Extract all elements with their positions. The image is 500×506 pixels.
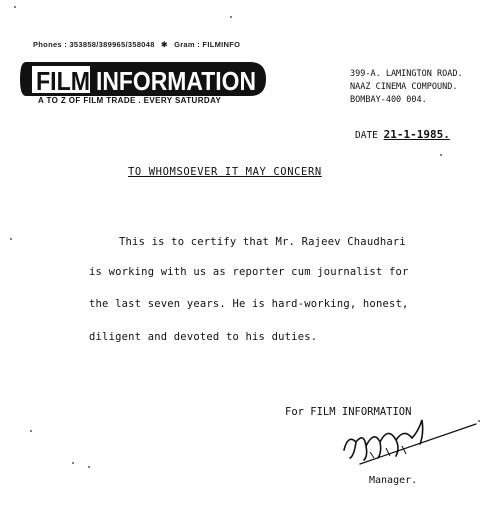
address-line: BOMBAY-400 004. — [350, 95, 427, 105]
date-value: 21-1-1985. — [383, 128, 450, 141]
letterhead-address — [350, 68, 463, 107]
body-line-2: is working with us as reporter cum journalist for — [89, 266, 409, 278]
handwritten-signature — [330, 412, 480, 472]
scan-speck — [230, 16, 232, 18]
address-line: 399-A. LAMINGTON ROAD. — [350, 69, 463, 79]
film-information-logo — [18, 58, 268, 100]
body-line-1: This is to certify that Mr. Rajeev Chaudhari — [119, 236, 406, 248]
scan-speck — [72, 462, 74, 464]
letterhead-tagline: A TO Z OF FILM TRADE . EVERY SATURDAY — [38, 96, 222, 105]
date-line — [355, 128, 450, 141]
scan-speck — [88, 466, 90, 468]
scan-speck — [30, 430, 32, 432]
scan-speck — [478, 420, 480, 422]
scan-speck — [14, 6, 16, 8]
signatory-title: Manager. — [369, 475, 418, 486]
signature-for-line: For FILM INFORMATION — [285, 406, 412, 418]
logo-graphic — [18, 58, 268, 100]
logo-text: FILM — [36, 66, 90, 96]
body-line-4: diligent and devoted to his duties. — [89, 331, 318, 343]
letter-heading: TO WHOMSOEVER IT MAY CONCERN — [128, 166, 322, 178]
scan-speck — [440, 154, 442, 156]
phones-text: Phones : 353858/389965/358048 — [33, 40, 155, 49]
scan-speck — [10, 238, 12, 240]
gram-text: Gram : FILMINFO — [174, 40, 241, 49]
address-line: NAAZ CINEMA COMPOUND. — [350, 82, 458, 92]
date-label: DATE — [355, 130, 378, 141]
signature-graphic — [330, 412, 480, 472]
letterhead-phones — [33, 40, 240, 49]
logo-text-second: INFORMATION — [96, 66, 256, 96]
star-icon: ✱ — [161, 40, 168, 49]
body-line-3: the last seven years. He is hard-working, honest, — [89, 298, 409, 310]
